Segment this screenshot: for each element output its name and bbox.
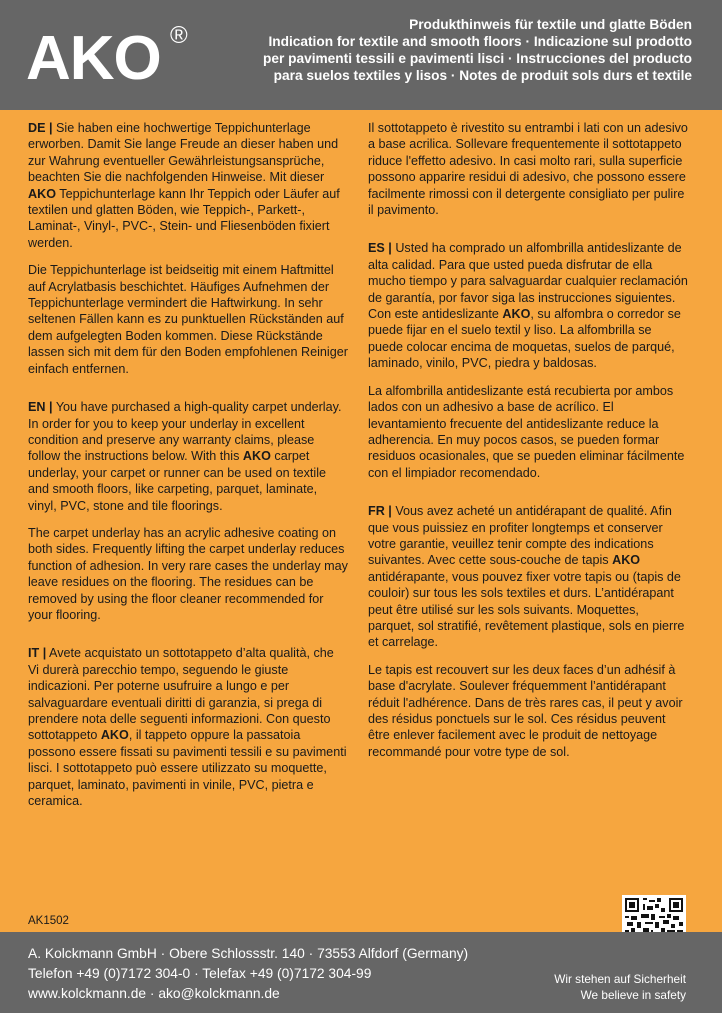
left-column bbox=[28, 120, 348, 820]
header-title bbox=[172, 16, 692, 84]
es-paragraph-2: La alfombrilla antideslizante está recubierta por ambos lados con un adhesivo a base de acrílico. El levantamiento frecuente del antideslizante reduce la adherencia. En muy pocos casos, se pueden formar residuos ocasionales, que se pueden eliminar fácilmente con el limpiador recomendado. bbox=[368, 383, 685, 480]
footer-bar bbox=[0, 932, 722, 1013]
header-line-3: per pavimenti tessili e pavimenti lisci · Instrucciones del producto bbox=[263, 51, 692, 66]
brand-name: AKO bbox=[502, 307, 531, 322]
fr-language-tag: FR | bbox=[368, 504, 392, 519]
right-column bbox=[368, 120, 688, 771]
it-language-tag: IT | bbox=[28, 646, 47, 661]
en-language-tag: EN | bbox=[28, 400, 53, 415]
en-paragraph-1: EN | You have purchased a high-quality carpet underlay. In order for you to keep your underlay in excellent condition and preserve any warranty claims, please follow the instructions below. With this AKO carpet underlay, your carpet or runner can be used on textile and smooth floors, like carpeting, parquet, laminate, vinyl, PVC, stone and tile floorings. bbox=[28, 400, 342, 513]
slogan-de: Wir stehen auf Sicherheit bbox=[554, 972, 686, 986]
company-address bbox=[28, 944, 468, 1004]
fr-paragraph-1: FR | Vous avez acheté un antidérapant de qualité. Afin que vous puissiez en profiter longtemps et conserver votre garantie, veuillez tenir compte des indications suivantes. Avec cette sous-couche de tapis AKO antidérapante, vous pouvez fixer votre tapis ou (tapis de couloir) sur tous les sols textiles et durs. L’antidérapant peut être utilisé sur les sols suivants. Moquettes, parquet, sol stratifié, revêtement plastique, sols en pierre et carrelage. bbox=[368, 504, 685, 650]
article-code: AK1502 bbox=[28, 915, 69, 927]
phone-line: Telefon +49 (0)7172 304-0 · Telefax +49 (0)7172 304-99 bbox=[28, 966, 372, 981]
header-line-4: para suelos textiles y lisos · Notes de produit sols durs et textile bbox=[273, 68, 692, 83]
header-line-2: Indication for textile and smooth floors · Indicazione sul prodotto bbox=[268, 34, 692, 49]
brand-name: AKO bbox=[100, 728, 129, 743]
en-paragraph-2: The carpet underlay has an acrylic adhesive coating on both sides. Frequently lifting the carpet underlay reduces function of adhesion. In very rare cases the underlay may leave residues on the flooring. The residues can be removed by using the floor cleaner recommended for your flooring. bbox=[28, 525, 348, 622]
registered-mark: ® bbox=[170, 22, 188, 49]
slogan-en: We believe in safety bbox=[580, 987, 686, 1002]
de-paragraph-1: DE | Sie haben eine hochwertige Teppichunterlage erworben. Damit Sie lange Freude an dieser haben und zur Wahrung eventueller Gewährleistungsansprüche, beachten Sie die nachfolgenden Hinweise. Mit dieser AKO Teppichunterlage kann Ihr Teppich oder Läufer auf textilen und glatten Böden, wie Teppich-, Parkett-, Laminat-, Vinyl-, PVC-, Stein- und Fliesenböden fixiert werden. bbox=[28, 121, 340, 250]
it-paragraph-1: IT | Avete acquistato un sottotappeto d’alta qualità, che Vi durerà parecchio tempo, seguendo le giuste indicazioni. Per poterne usufruire a lungo e per salvaguardare eventuali diritti di garanzia, si prega di prendere nota delle seguenti informazioni. Con questo sottotappeto AKO, il tappeto oppure la passatoia possono essere fissati su pavimenti tessili e su pavimenti lisci. I sottotappeto può essere utilizzato su moquette, parquet, laminato, pavimenti in vinile, PVC, pietra e ceramica. bbox=[28, 646, 347, 809]
slogan bbox=[554, 972, 686, 1003]
header-line-1: Produkthinweis für textile und glatte Böden bbox=[409, 17, 692, 32]
company-line: A. Kolckmann GmbH · Obere Schlossstr. 140 · 73553 Alfdorf (Germany) bbox=[28, 946, 469, 961]
header-bar bbox=[0, 0, 722, 110]
content-area bbox=[0, 110, 722, 930]
ako-logo: AKO bbox=[26, 24, 161, 93]
de-paragraph-2: Die Teppichunterlage ist beidseitig mit einem Haftmittel auf Acrylatbasis beschichtet. Häufiges Aufnehmen der Teppichunterlage vermindert die Haftwirkung. In sehr seltenen Fällen kann es zu punktuellen Rückständen auf dem aufgelegten Boden kommen. Diese Rückstände lassen sich mit dem für den Boden empfohlenen Reiniger einfach entfernen. bbox=[28, 263, 348, 376]
brand-name: AKO bbox=[612, 553, 641, 568]
fr-paragraph-2: Le tapis est recouvert sur les deux faces d’un adhésif à base d'acrylate. Soulever fréquemment l’antidérapant réduit l'adhérence. Dans de très rares cas, il peut y avoir des résidus ponctuels sur le sol. Ces résidus peuvent être enlever facilement avec le produit de nettoyage recommandé pour votre type de sol. bbox=[368, 662, 683, 759]
it-paragraph-2: Il sottotappeto è rivestito su entrambi i lati con un adesivo a base acrilica. Sollevare frequentemente il sottotappeto riduce l'effetto adesivo. In casi molto rari, sulla superficie possono apparire residui di adesivo, che possono essere facilmente rimossi con il detergente consigliato per pulire il pavimento. bbox=[368, 121, 688, 218]
brand-name: AKO bbox=[28, 186, 56, 201]
de-language-tag: DE | bbox=[28, 121, 53, 135]
brand-name: AKO bbox=[242, 449, 271, 464]
web-email-line[interactable]: www.kolckmann.de · ako@kolckmann.de bbox=[28, 986, 280, 1001]
es-language-tag: ES | bbox=[368, 241, 392, 256]
es-paragraph-1: ES | Usted ha comprado un alfombrilla antideslizante de alta calidad. Para que usted pueda disfrutar de ella mucho tiempo y para salvaguardar cualquier reclamación de garantía, por favor siga las instrucciones siguientes. Con este antideslizante AKO, su alfombra o corredor se puede fijar en el suelo textil y liso. La alfombrilla se puede colocar encima de moquetas, suelos de parqué, laminado, vinilo, PVC, piedra y baldosas. bbox=[368, 241, 688, 371]
